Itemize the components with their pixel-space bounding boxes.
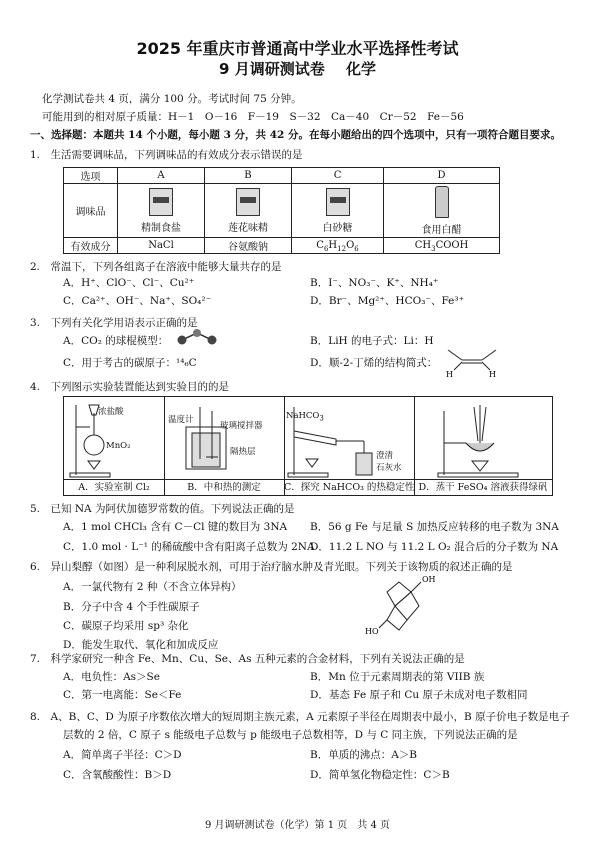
msg-package-icon: [236, 188, 260, 216]
q1-name-b: 莲花味精: [227, 222, 268, 234]
q1-head-a: A: [118, 168, 205, 184]
q3-option-b: B．LiH 的电子式：Li：H: [310, 335, 434, 347]
q2-stem: 2. 常温下，下列各组离子在溶液中能够大量共存的是: [30, 261, 282, 273]
caption-c: C．探究 NaHCO₃ 的热稳定性: [284, 479, 415, 496]
label-conc-hcl: 浓盐酸: [98, 407, 124, 417]
label-oh-top: OH: [422, 575, 436, 584]
q1-eff-d: $CH_3COOH$: [384, 238, 500, 254]
q7-stem: 7. 科学家研究一种含 Fe、Mn、Cu、Se、As 五种元素的合金材料，下列有关说法正确的是: [30, 653, 465, 665]
q1-head-option: 选项: [64, 168, 118, 184]
intro-line-1: 化学测试卷共 4 页，满分 100 分。考试时间 75 分钟。: [42, 93, 302, 105]
caption-b: B．中和热的测定: [164, 479, 285, 496]
q1-eff-a: NaCl: [118, 238, 205, 254]
q6-option-b: B．分子中含 4 个手性碳原子: [63, 601, 200, 613]
q1-eff-c: $C_6H_{12}O_6$: [291, 238, 383, 254]
q4-stem: 4. 下列图示实验装置能达到实验目的的是: [30, 381, 230, 393]
apparatus-c: [284, 397, 415, 479]
exam-title: 2025 年重庆市普通高中学业水平选择性考试: [136, 39, 459, 58]
q2-option-c: C．Ca²⁺、OH⁻、Na⁺、SO₄²⁻: [63, 295, 212, 307]
q2-option-d: D．Br⁻、Mg²⁺、HCO₃⁻、Fe³⁺: [310, 295, 465, 307]
q8-option-d: D．简单氢化物稳定性：C＞B: [310, 769, 450, 781]
label-nahco3: NaHCO$_3$: [286, 411, 324, 423]
exam-subtitle-subject: 化学: [345, 60, 376, 78]
salt-package-icon: [149, 188, 173, 216]
q8-option-b: B．单质的沸点：A＞B: [310, 749, 418, 761]
q7-option-d: D．基态 Fe 原子和 Cu 原子未成对电子数相同: [310, 689, 528, 701]
q6-stem: 6. 异山梨醇（如图）是一种利尿脱水剂，可用于治疗脑水肿及青光眼。下列关于该物质的叙述正确的是: [30, 561, 513, 573]
q1-name-d: 食用白醋: [421, 224, 462, 236]
q3-stem: 3. 下列有关化学用语表示正确的是: [30, 317, 198, 329]
q8-option-c: C．含氧酸酸性：B＞D: [63, 769, 172, 781]
page-footer: 9 月调研测试卷（化学）第 1 页 共 4 页: [205, 820, 390, 831]
q1-table: [63, 167, 500, 254]
label-glass-stirrer: 玻璃搅拌器: [220, 421, 263, 431]
caption-a: A．实验室制 Cl₂: [64, 479, 165, 496]
struct-h-left: H: [446, 370, 453, 378]
apparatus-b: [164, 397, 285, 479]
q7-option-b: B．Mn 位于元素周期表的第 VIIB 族: [310, 671, 485, 683]
q3-option-a: A．CO₂ 的球棍模型：: [63, 335, 169, 347]
co2-ball-stick-model: [175, 328, 219, 346]
isosorbide-structure: [365, 570, 455, 636]
label-insulation: 隔热层: [230, 447, 256, 457]
intro-line-2: 可能用到的相对原子质量：H－1 O－16 F－19 S－32 Ca－40 Cr－52 Fe－56: [42, 111, 464, 123]
struct-h-right: H: [489, 370, 496, 378]
q7-option-c: C．第一电离能：Se＜Fe: [63, 689, 182, 701]
label-limewater-1: 澄清: [376, 451, 394, 461]
section-1-heading: 一、选择题：本题共 14 个小题，每小题 3 分，共 42 分。在每小题给出的四个选项中，只有一项符合题目要求。: [30, 129, 561, 141]
q1-head-d: D: [384, 168, 500, 184]
q1-head-c: C: [291, 168, 383, 184]
q2-option-b: B．I⁻、NO₃⁻、K⁺、NH₄⁺: [310, 277, 439, 289]
q5-option-c: C．1.0 mol · L⁻¹ 的稀硫酸中含有阳离子总数为 2NA: [63, 541, 315, 553]
q1-row-label: 调味品: [64, 184, 118, 238]
q4-apparatus-panel: [63, 396, 553, 496]
vinegar-bottle-icon: [435, 186, 449, 218]
label-limewater-2: 石灰水: [376, 463, 402, 473]
q1-name-a: 精制食盐: [140, 222, 181, 234]
sugar-package-icon: [326, 188, 350, 216]
q2-option-a: A．H⁺、ClO⁻、Cl⁻、Cu²⁺: [63, 277, 195, 289]
q8-stem-2: 层数的 2 倍，C 原子 s 能级电子总数与 p 能级电子总数相等，D 与 C 同主族，下列说法正确的是: [63, 729, 518, 741]
q1-eff-b: 谷氨酸钠: [204, 238, 291, 254]
q6-option-d: D．能发生取代、氧化和加成反应: [63, 639, 219, 651]
exam-subtitle: [0, 58, 595, 79]
apparatus-a: [64, 397, 165, 479]
apparatus-d: [414, 397, 552, 479]
q5-option-d: D．11.2 L NO 与 11.2 L O₂ 混合后的分子数为 NA: [310, 541, 559, 553]
q6-option-c: C．碳原子均采用 sp³ 杂化: [63, 620, 189, 632]
q5-stem: 5. 已知 NA 为阿伏加德罗常数的值。下列说法正确的是: [30, 503, 295, 515]
q7-option-a: A．电负性：As＞Se: [63, 671, 160, 683]
label-mno2: MnO₂: [106, 441, 131, 451]
exam-subtitle-test: 9 月调研测试卷: [219, 60, 325, 78]
caption-d: D．蒸干 FeSO₄ 溶液获得绿矾: [414, 479, 552, 496]
q1-eff-label: 有效成分: [64, 238, 118, 254]
q1-name-c: 白砂糖: [322, 222, 353, 234]
q8-option-a: A．简单离子半径：C＞D: [63, 749, 182, 761]
q1-head-b: B: [204, 168, 291, 184]
cis-2-butene-structure: [440, 342, 510, 378]
q5-option-a: A．1 mol CHCl₃ 含有 C－Cl 键的数目为 3NA: [63, 521, 288, 533]
label-ho-bottom: HO: [365, 627, 379, 636]
q6-option-a: A．一氯代物有 2 种（不含立体异构）: [63, 581, 242, 593]
q3-option-c: C．用于考古的碳原子：¹⁴₆C: [63, 357, 197, 369]
q8-stem-1: 8. A、B、C、D 为原子序数依次增大的短周期主族元素，A 元素原子半径在周期表中最小，B 原子价电子数是电子: [30, 711, 570, 723]
q5-option-b: B．56 g Fe 与足量 S 加热反应转移的电子数为 3NA: [310, 521, 559, 533]
q1-stem: 1. 生活需要调味品，下列调味品的有效成分表示错误的是: [30, 149, 303, 161]
q3-option-d: D．顺-2-丁烯的结构简式：: [310, 357, 438, 369]
label-thermometer: 温度计: [168, 415, 194, 425]
